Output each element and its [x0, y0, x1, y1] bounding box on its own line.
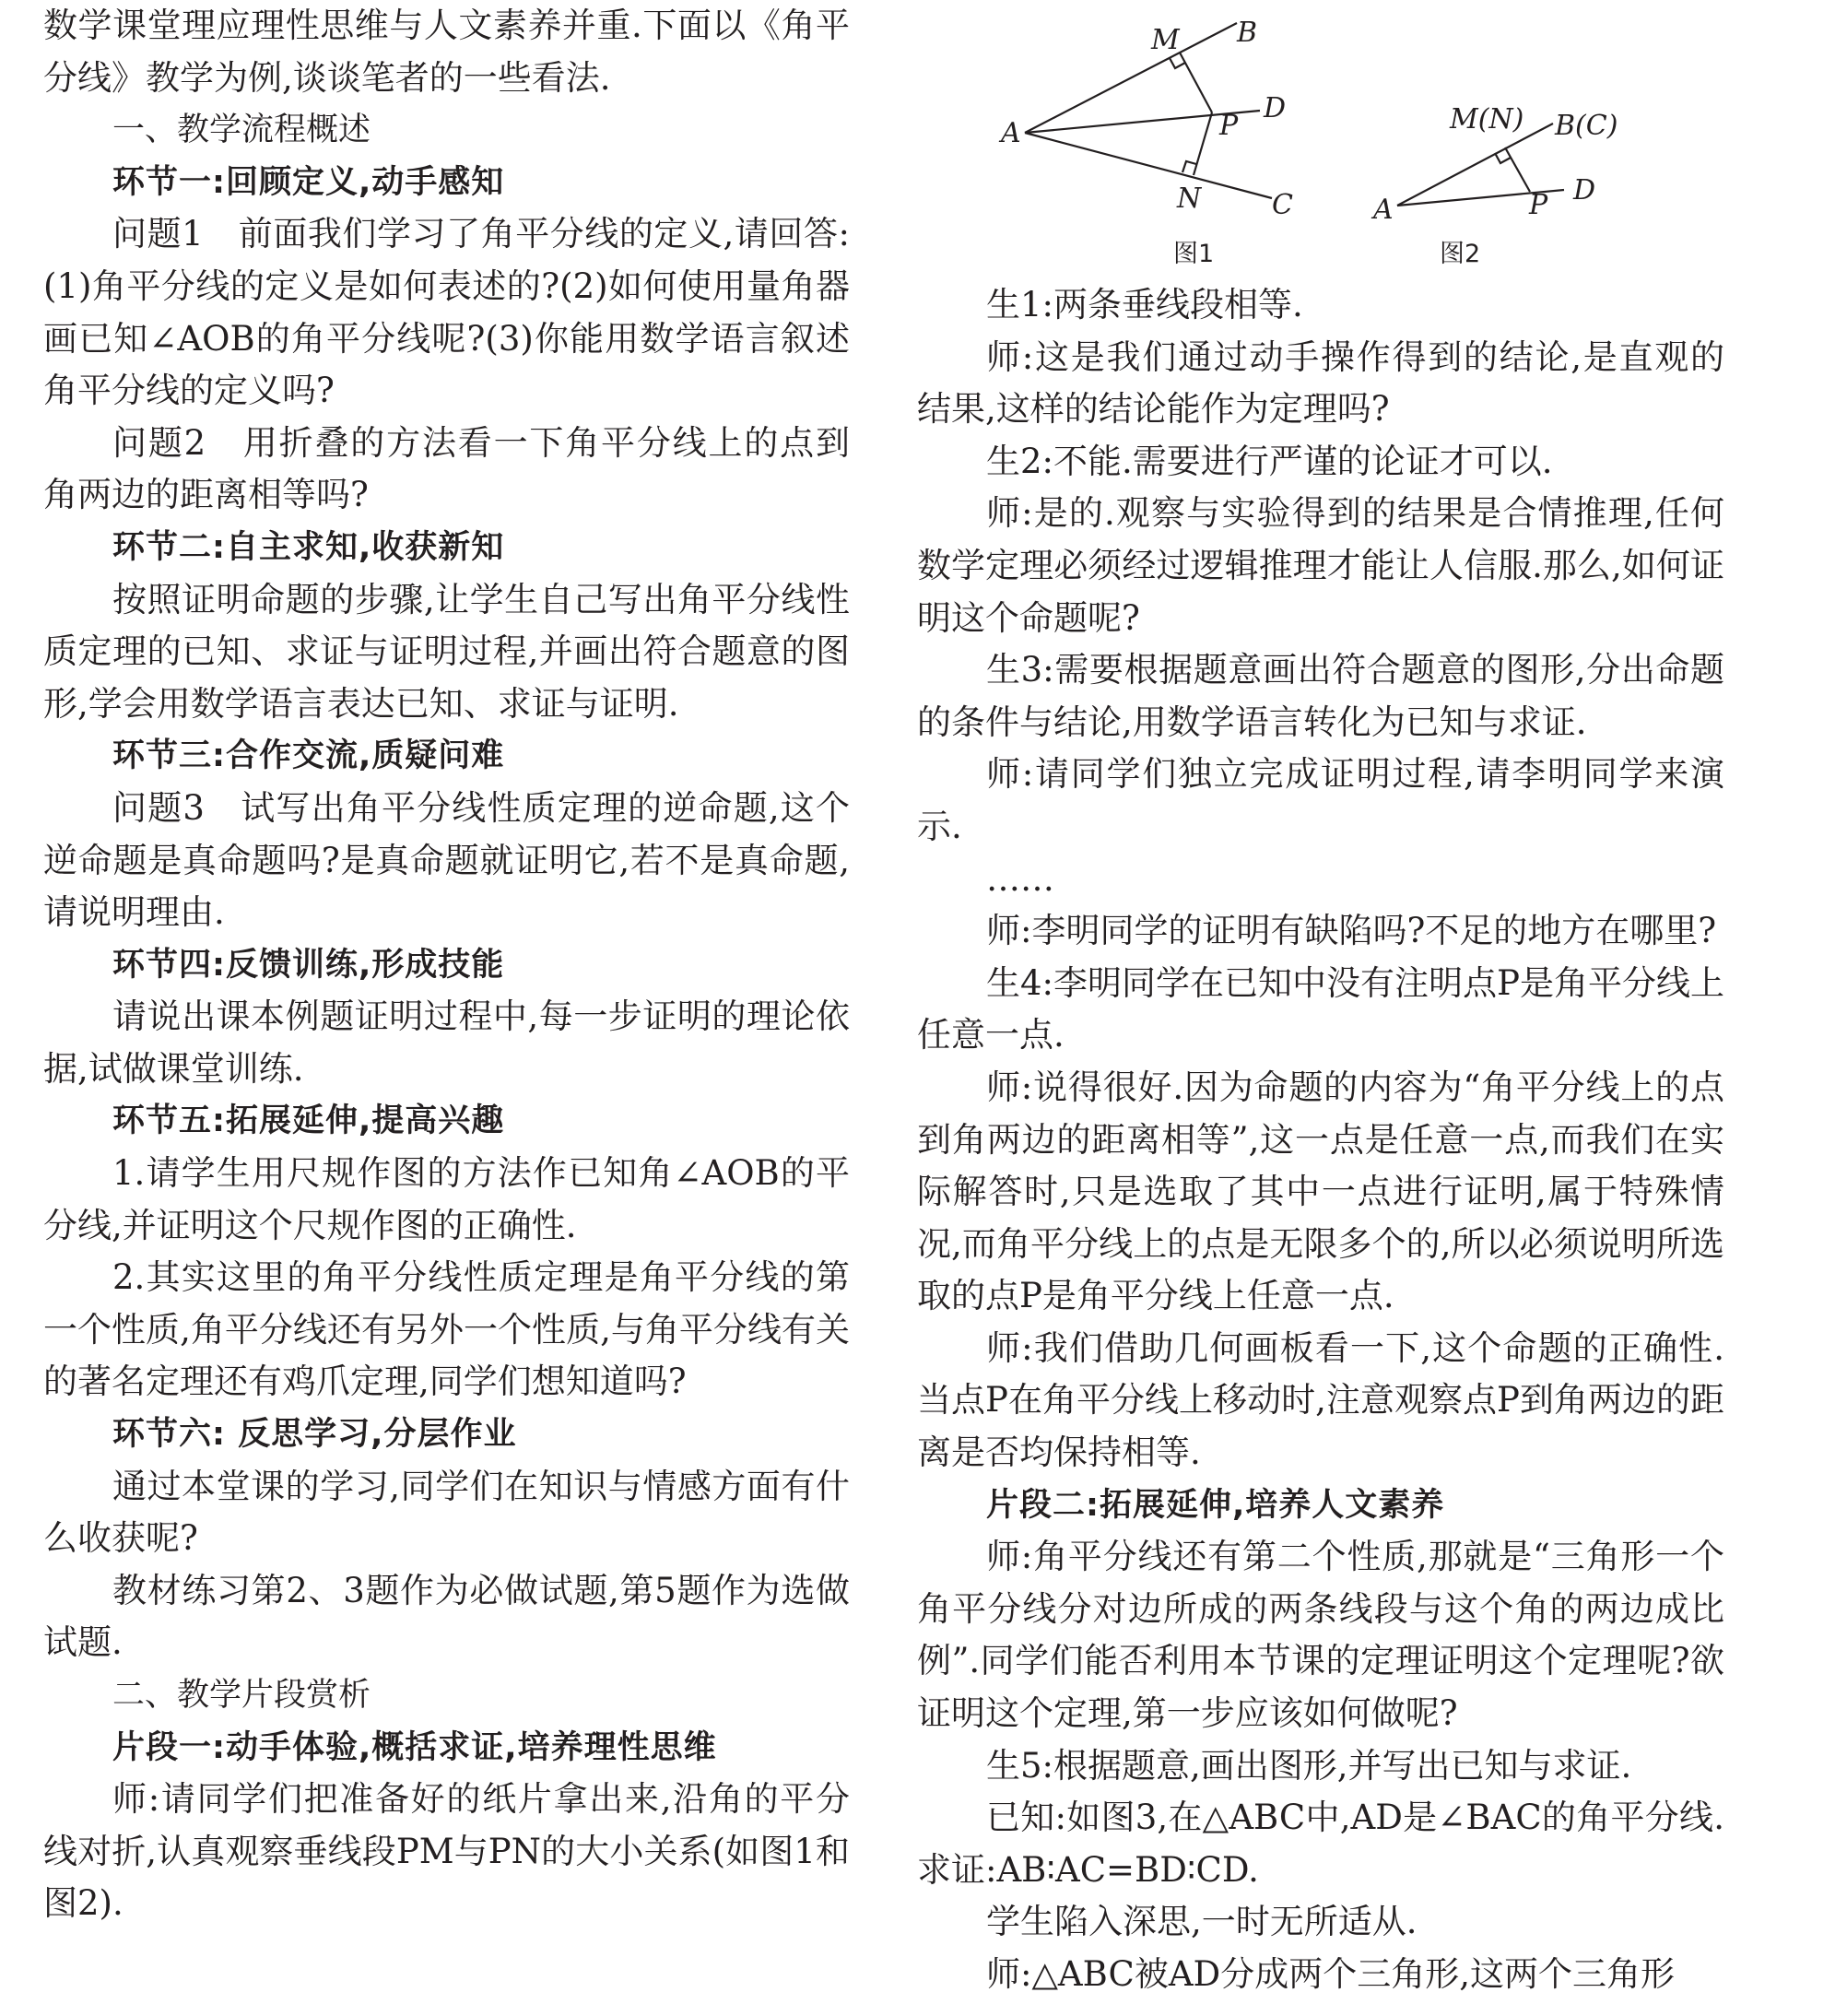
students-thinking: 学生陷入深思,一时无所适从.	[986, 1902, 1418, 1942]
step-6-paragraph-2: 教材练习第2、3题作为必做试题,第5题作为选做试题.	[43, 1570, 850, 1663]
dialogue-teacher-7: 师:角平分线还有第二个性质,那就是“三角形一个角平分线分对边所成的两条线段与这个角的两边成比例”.同学们能否利用本节课的定理证明这个定理呢?欲证明这个定理,第一步应该如何做呢?	[917, 1537, 1724, 1734]
fig1-segment-PM	[1180, 53, 1212, 112]
dialogue-teacher-4: 师:李明同学的证明有缺陷吗?不足的地方在哪里?	[986, 911, 1717, 951]
fig1-label-B: B	[1237, 17, 1258, 49]
step-6-paragraph-1: 通过本堂课的学习,同学们在知识与情感方面有什么收获呢?	[43, 1466, 850, 1559]
dialogue-student-5: 生5:根据题意,画出图形,并写出已知与求证.	[986, 1745, 1632, 1786]
fig2-segment-PM	[1505, 147, 1530, 192]
dialogue-teacher-2: 师:是的.观察与实验得到的结果是合情推理,任何数学定理必须经过逻辑推理才能让人信服.那么,如何证明这个命题呢?	[917, 493, 1724, 638]
dialogue-teacher-1: 师:这是我们通过动手操作得到的结论,是直观的结果,这样的结论能作为定理吗?	[917, 336, 1724, 430]
step-heading-3: 环节三:合作交流,质疑问难	[112, 737, 505, 775]
fragment-heading-1: 片段一:动手体验,概括求证,培养理性思维	[112, 1728, 717, 1766]
step-heading-2: 环节二:自主求知,收获新知	[112, 528, 505, 566]
fragment-1-paragraph: 师:请同学们把准备好的纸片拿出来,沿角的平分线对折,认真观察垂线段PM与PN的大小关系(如图1和图2).	[43, 1779, 850, 1924]
fig1-label-M: M	[1151, 24, 1180, 56]
fig1-ray-AC	[1025, 133, 1272, 198]
fig1-label-P: P	[1219, 110, 1239, 142]
fig2-label-P: P	[1529, 189, 1548, 221]
step-4-paragraph: 请说出课本例题证明过程中,每一步证明的理论依据,试做课堂训练.	[43, 996, 850, 1089]
left-column	[43, 0, 850, 1930]
figures-block	[917, 0, 1724, 279]
given-prove-paragraph: 已知:如图3,在△ABC中,AD是∠BAC的角平分线.求证:AB∶AC=BD∶CD.	[917, 1798, 1724, 1890]
fig1-label-D: D	[1264, 92, 1287, 124]
fig1-segment-PN	[1194, 112, 1212, 175]
step-heading-5: 环节五:拓展延伸,提高兴趣	[112, 1102, 505, 1140]
fragment-heading-2: 片段二:拓展延伸,培养人文素养	[986, 1486, 1445, 1524]
fig2-label-A: A	[1373, 194, 1394, 226]
dialogue-student-4: 生4:李明同学在已知中没有注明点P是角平分线上任意一点.	[917, 962, 1724, 1055]
fig1-label-A: A	[1001, 117, 1021, 149]
section-heading-2: 二、教学片段赏析	[112, 1677, 371, 1714]
dialogue-teacher-5: 师:说得很好.因为命题的内容为“角平分线上的点到角两边的距离相等”,这一点是任意一点,而我们在实际解答时,只是选取了其中一点进行证明,属于特殊情况,而角平分线上的点是无限多个的,所以必须说明所选取的点P是角平分线上任意一点.	[917, 1067, 1724, 1316]
step-heading-4: 环节四:反馈训练,形成技能	[112, 946, 505, 984]
step-heading-6: 环节六: 反思学习,分层作业	[112, 1416, 517, 1454]
intro-paragraph: 数学课堂理应理性思维与人文素养并重.下面以《角平分线》教学为例,谈谈笔者的一些看法.	[43, 6, 850, 98]
fig2-label-MN: M(N)	[1450, 103, 1524, 136]
fig2-label-BC: B(C)	[1555, 110, 1618, 142]
step-5-item-1: 1.请学生用尺规作图的方法作已知角∠AOB的平分线,并证明这个尺规作图的正确性.	[43, 1153, 850, 1245]
question-3-paragraph: 问题3 试写出角平分线性质定理的逆命题,这个逆命题是真命题吗?是真命题就证明它,若不是真命题,请说明理由.	[43, 787, 850, 933]
ellipsis: ……	[986, 858, 1054, 899]
dialogue-teacher-8: 师:△ABC被AD分成两个三角形,这两个三角形	[986, 1954, 1675, 1994]
dialogue-teacher-3: 师:请同学们独立完成证明过程,请李明同学来演示.	[917, 754, 1724, 846]
step-5-item-2: 2.其实这里的角平分线性质定理是角平分线的第一个性质,角平分线还有另外一个性质,与角平分线有关的著名定理还有鸡爪定理,同学们想知道吗?	[43, 1257, 850, 1402]
fig1-label-C: C	[1272, 189, 1293, 221]
dialogue-teacher-6: 师:我们借助几何画板看一下,这个命题的正确性.当点P在角平分线上移动时,注意观察点P到角两边的距离是否均保持相等.	[917, 1327, 1724, 1473]
fig1-label-N: N	[1177, 183, 1202, 215]
fig2-label-D: D	[1573, 174, 1596, 206]
dialogue-student-1: 生1:两条垂线段相等.	[986, 285, 1303, 324]
step-heading-1: 环节一:回顾定义,动手感知	[112, 163, 505, 201]
geometry-figures	[917, 0, 1724, 279]
fig2-caption: 图2	[1440, 240, 1481, 268]
question-2-paragraph: 问题2 用折叠的方法看一下角平分线上的点到角两边的距离相等吗?	[43, 422, 850, 515]
fig1-caption: 图1	[1173, 240, 1215, 268]
step-2-paragraph: 按照证明命题的步骤,让学生自己写出角平分线性质定理的已知、求证与证明过程,并画出符合题意的图形,学会用数学语言表达已知、求证与证明.	[43, 579, 850, 724]
dialogue-student-3: 生3:需要根据题意画出符合题意的图形,分出命题的条件与结论,用数学语言转化为已知与求证.	[917, 650, 1724, 742]
question-1-paragraph: 问题1 前面我们学习了角平分线的定义,请回答:(1)角平分线的定义是如何表述的?(2)如何使用量角器画已知∠AOB的角平分线呢?(3)你能用数学语言叙述角平分线的定义吗?	[43, 214, 850, 411]
right-column	[917, 0, 1724, 2001]
dialogue-student-2: 生2:不能.需要进行严谨的论证才可以.	[986, 441, 1553, 481]
section-heading-1: 一、教学流程概述	[112, 112, 371, 149]
